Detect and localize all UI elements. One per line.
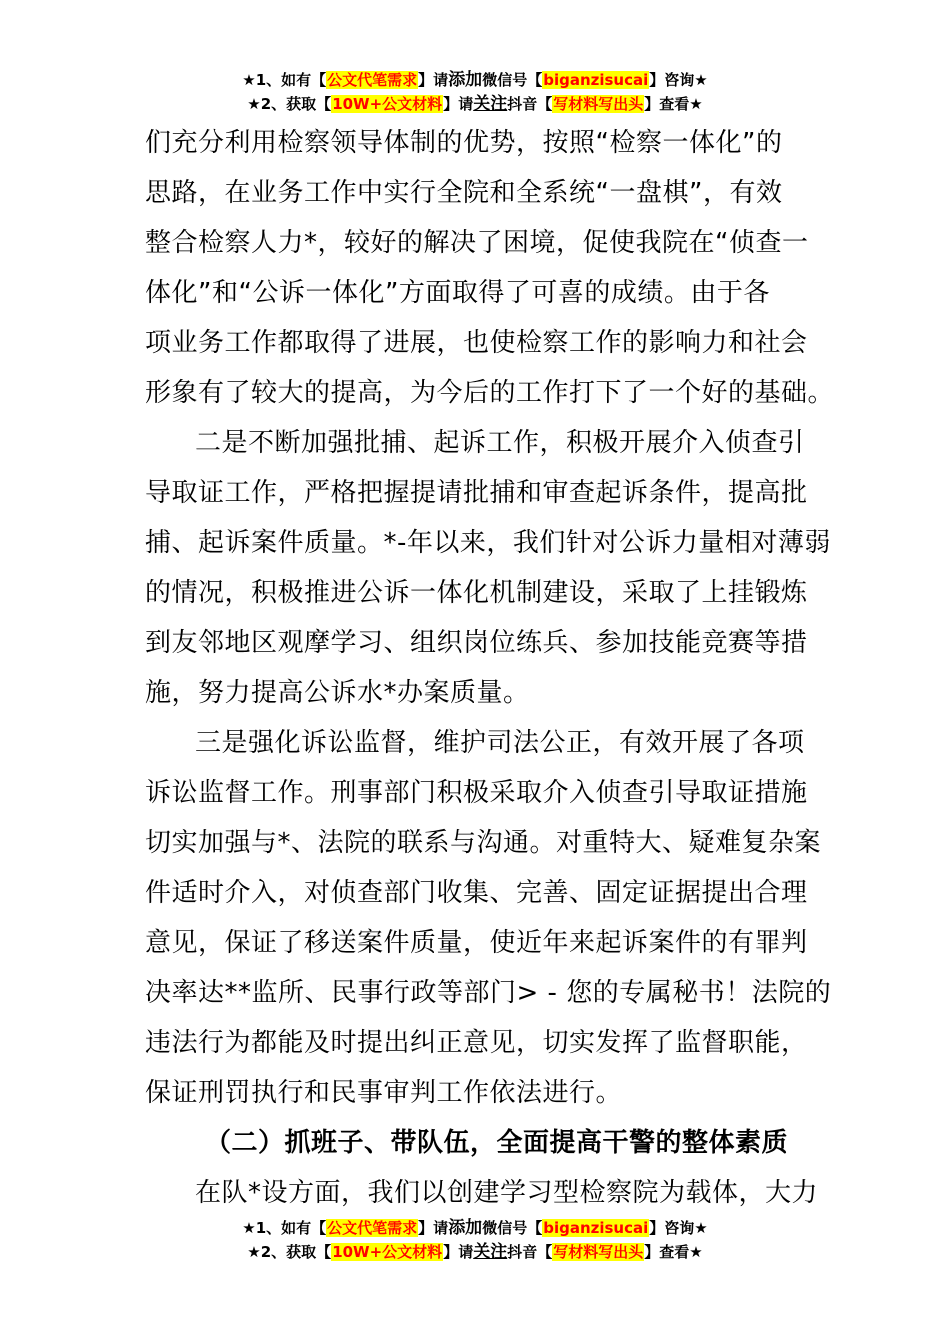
body-line: 到友邻地区观摩学习、组织岗位练兵、参加技能竞赛等措 xyxy=(145,628,808,658)
body-line: 切实加强与*、法院的联系与沟通。对重特大、疑难复杂案 xyxy=(145,828,822,858)
banner-line-2: ★2、获取【10W+公文材料】请关注抖音【写材料写出头】查看★ xyxy=(247,94,703,114)
footer-banner xyxy=(0,1216,950,1264)
body-line: 决率达**监所、民事行政等部门> - 您的专属秘书！法院的 xyxy=(145,978,832,1008)
body-line: 们充分利用检察领导体制的优势，按照“检察一体化”的 xyxy=(145,128,783,158)
body-line: 整合检察人力*，较好的解决了困境，促使我院在“侦查一 xyxy=(145,228,809,258)
body-line: 捕、起诉案件质量。*-年以来，我们针对公诉力量相对薄弱 xyxy=(145,528,831,558)
highlight-service: 公文代笔需求 xyxy=(327,71,418,89)
header-banner xyxy=(0,68,950,116)
body-line: 意见，保证了移送案件质量，使近年来起诉案件的有罪判 xyxy=(145,928,808,958)
highlight-douyin: 写材料写出头 xyxy=(553,95,644,113)
banner-line-1: ★1、如有【公文代笔需求】请添加微信号【biganzisucai】咨询★ xyxy=(242,70,708,90)
highlight-wechat-id: biganzisucai xyxy=(543,1219,649,1237)
body-line: 保证刑罚执行和民事审判工作依法进行。 xyxy=(145,1078,623,1108)
body-line: 的情况，积极推进公诉一体化机制建设，采取了上挂锻炼 xyxy=(145,578,808,608)
body-line: 施，努力提高公诉水*办案质量。 xyxy=(145,678,530,708)
highlight-douyin: 写材料写出头 xyxy=(553,1243,644,1261)
document-body xyxy=(145,118,835,1218)
body-line: 件适时介入，对侦查部门收集、完善、固定证据提出合理 xyxy=(145,878,808,908)
highlight-wechat-id: biganzisucai xyxy=(543,71,649,89)
highlight-service: 公文代笔需求 xyxy=(327,1219,418,1237)
body-line: 违法行为都能及时提出纠正意见，切实发挥了监督职能， xyxy=(145,1028,808,1058)
body-line: 体化”和“公诉一体化”方面取得了可喜的成绩。由于各 xyxy=(145,278,770,308)
body-line: 在队*设方面，我们以创建学习型检察院为载体，大力 xyxy=(195,1178,819,1208)
banner-line-2: ★2、获取【10W+公文材料】请关注抖音【写材料写出头】查看★ xyxy=(247,1242,703,1262)
highlight-materials: 10W+公文材料 xyxy=(332,1243,443,1261)
body-line: 导取证工作，严格把握提请批捕和审查起诉条件，提高批 xyxy=(145,478,808,508)
body-line: 思路，在业务工作中实行全院和全系统“一盘棋”，有效 xyxy=(145,178,783,208)
body-line: 诉讼监督工作。刑事部门积极采取介入侦查引导取证措施 xyxy=(145,778,808,808)
highlight-materials: 10W+公文材料 xyxy=(332,95,443,113)
body-line: 三是强化诉讼监督，维护司法公正，有效开展了各项 xyxy=(195,728,805,758)
body-line: 项业务工作都取得了进展，也使检察工作的影响力和社会 xyxy=(145,328,808,358)
banner-line-1: ★1、如有【公文代笔需求】请添加微信号【biganzisucai】咨询★ xyxy=(242,1218,708,1238)
body-line: 形象有了较大的提高，为今后的工作打下了一个好的基础。 xyxy=(145,378,835,408)
body-line: 二是不断加强批捕、起诉工作，积极开展介入侦查引 xyxy=(195,428,805,458)
section-heading: （二）抓班子、带队伍，全面提高干警的整体素质 xyxy=(205,1128,789,1158)
